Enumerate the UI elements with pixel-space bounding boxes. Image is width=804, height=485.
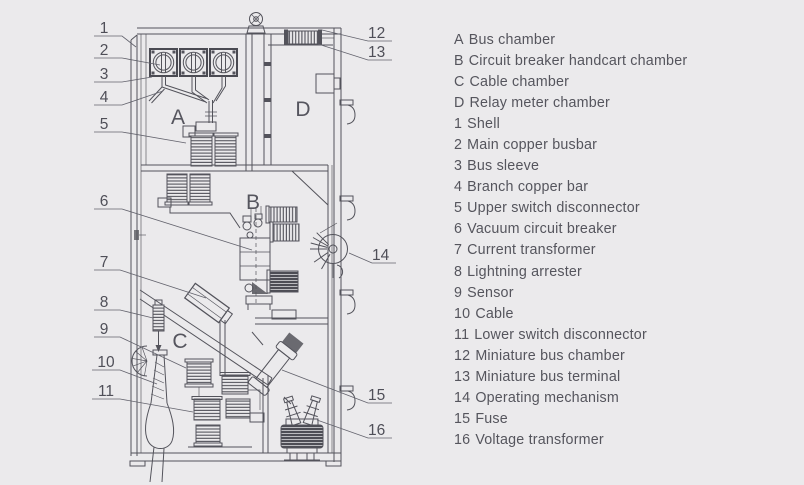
legend-code: 2 [454, 137, 463, 154]
legend-code: 1 [454, 116, 463, 133]
callout-12: 12 [368, 25, 386, 42]
legend-item [454, 114, 687, 135]
legend-code: 13 [454, 368, 471, 385]
legend-label: Main copper busbar [467, 137, 598, 154]
legend-label: Vacuum circuit breaker [467, 221, 617, 238]
legend-item [454, 219, 687, 240]
callout-16: 16 [368, 422, 386, 439]
callout-11: 11 [97, 383, 115, 400]
legend-item [454, 30, 687, 51]
bus-sleeve-2 [180, 49, 207, 76]
legend-label: Lower switch disconnector [474, 326, 647, 343]
legend-panel [454, 30, 687, 451]
branch-copper-bars [149, 76, 226, 123]
legend-label: Sensor [467, 284, 514, 301]
callout-7: 7 [99, 254, 109, 271]
legend-code: 16 [454, 431, 471, 448]
legend-item [454, 262, 687, 283]
callout-8: 8 [99, 294, 109, 311]
legend-code: B [454, 53, 464, 70]
legend-code: 4 [454, 179, 463, 196]
legend-item [454, 283, 687, 304]
callout-14: 14 [372, 247, 390, 264]
legend-label: Fuse [475, 410, 508, 427]
legend-code: 3 [454, 158, 463, 175]
legend-code: 15 [454, 410, 471, 427]
legend-item [454, 304, 687, 325]
legend-label: Current transformer [467, 242, 596, 259]
legend-code: 12 [454, 347, 471, 364]
vacuum-circuit-breaker [240, 206, 299, 310]
chamber-label-c: C [172, 330, 188, 353]
legend-label: Cable [475, 305, 514, 322]
legend-code: 8 [454, 263, 463, 280]
chamber-label-d: D [295, 98, 311, 121]
callout-9: 9 [99, 321, 109, 338]
legend-code: 9 [454, 284, 463, 301]
legend-item [454, 93, 687, 114]
legend-item [454, 388, 687, 409]
wall-fan [132, 346, 147, 376]
legend-label: Shell [467, 116, 500, 133]
legend-label: Branch copper bar [467, 179, 589, 196]
legend-code: 14 [454, 389, 471, 406]
legend-label: Circuit breaker handcart chamber [468, 53, 688, 70]
legend-item [454, 135, 687, 156]
legend-item [454, 367, 687, 388]
callout-1: 1 [99, 20, 109, 37]
legend-code: 6 [454, 221, 463, 238]
b-chamber-bushings [158, 174, 240, 228]
legend-code: 10 [454, 305, 471, 322]
callout-5: 5 [99, 116, 109, 133]
legend-label: Bus chamber [468, 32, 556, 48]
legend-item [454, 409, 687, 430]
cable [145, 350, 173, 482]
legend-code: 11 [454, 326, 470, 343]
relay-meter-box [316, 74, 340, 93]
callout-6: 6 [99, 193, 109, 210]
callout-4: 4 [99, 89, 109, 106]
callout-3: 3 [99, 66, 109, 83]
legend-code: 7 [454, 242, 463, 259]
bus-sleeves [150, 49, 237, 76]
operating-mechanism [310, 223, 348, 278]
legend-item [454, 346, 687, 367]
legend-label: Miniature bus terminal [475, 368, 621, 385]
lightning-arrester [153, 300, 164, 352]
legend-code: A [454, 32, 464, 48]
chamber-label-a: A [170, 106, 186, 129]
callout-15: 15 [368, 387, 386, 404]
legend-item [454, 240, 687, 261]
upper-disconnector [183, 122, 238, 166]
current-transformer [185, 283, 234, 326]
legend-label: Lightning arrester [467, 263, 583, 280]
bus-sleeve-3 [210, 49, 237, 76]
legend-item [454, 156, 687, 177]
legend-label: Miniature bus chamber [475, 347, 625, 364]
callout-2: 2 [99, 42, 109, 59]
sensor [185, 359, 213, 397]
legend-label: Cable chamber [469, 74, 570, 91]
voltage-transformer [281, 395, 324, 460]
legend-item [454, 72, 687, 93]
legend-code: C [454, 74, 465, 91]
legend-item [454, 198, 687, 219]
legend-item [454, 325, 687, 346]
legend-label: Upper switch disconnector [467, 200, 640, 217]
legend-item [454, 430, 687, 451]
chamber-label-b: B [245, 191, 261, 214]
bus-sleeve-1 [150, 49, 177, 76]
callout-13: 13 [368, 44, 386, 61]
legend-item [454, 177, 687, 198]
miniature-bus-chamber [268, 30, 334, 46]
legend-code: 5 [454, 200, 463, 217]
legend-label: Operating mechanism [475, 389, 619, 406]
legend-item [454, 51, 687, 72]
callout-10: 10 [97, 354, 115, 371]
legend-label: Relay meter chamber [469, 95, 610, 112]
legend-label: Voltage transformer [475, 431, 604, 448]
legend-code: D [454, 95, 465, 112]
legend-label: Bus sleeve [467, 158, 540, 175]
lifting-eye [247, 13, 265, 34]
